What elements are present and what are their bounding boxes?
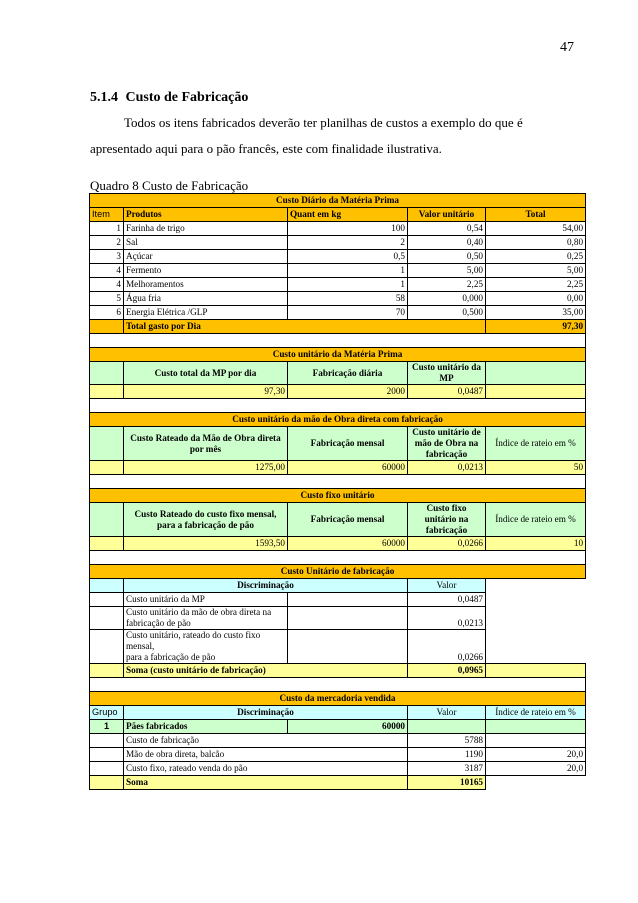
merch-col-desc: Discriminação	[124, 706, 408, 720]
merch-title-row	[90, 692, 586, 706]
unitfab-valor: 0,0487	[408, 593, 486, 607]
labor-col-indice: Índice de rateio em %	[486, 427, 586, 461]
fixed-col-fab: Fabricação mensal	[288, 503, 408, 537]
fixed-col-rateado: Custo Rateado do custo fixo mensal, para a fabricação de pão	[124, 503, 288, 537]
blank-cell	[90, 762, 124, 776]
daily-title-row	[90, 194, 586, 208]
item-cell: 4	[90, 278, 124, 292]
unitfab-valor: 0,0266	[408, 630, 486, 664]
daily-total-value: 97,30	[486, 320, 586, 334]
daily-total-label: Total gasto por Dia	[124, 320, 486, 334]
blank-cell	[486, 720, 586, 734]
labor-indice-value: 50	[486, 461, 586, 475]
spacer-row	[90, 551, 586, 565]
total-cell: 54,00	[486, 222, 586, 236]
table-row	[90, 734, 586, 748]
produto-cell: Melhoramentos	[124, 278, 288, 292]
section-heading	[90, 90, 248, 106]
table-row	[90, 748, 586, 762]
table-row	[90, 222, 586, 236]
blank-cell	[90, 362, 124, 385]
table-row	[90, 630, 586, 664]
fixed-col-indice: Índice de rateio em %	[486, 503, 586, 537]
table-row	[90, 278, 586, 292]
unitfab-title-row	[90, 565, 586, 579]
daily-title: Custo Diário da Matéria Prima	[90, 194, 586, 208]
produto-cell: Açúcar	[124, 250, 288, 264]
mp-unit-value: 0,0487	[408, 385, 486, 399]
item-cell: 1	[90, 222, 124, 236]
mp-header-row	[90, 362, 586, 385]
unitfab-desc-line1: Custo unitário da mão de obra direta na	[126, 607, 272, 617]
blank-cell	[90, 607, 124, 630]
col-produtos: Produtos	[124, 208, 288, 222]
fixed-col-unit: Custo fixo unitário na fabricação	[408, 503, 486, 537]
merch-sum-row	[90, 776, 586, 790]
table-row	[90, 250, 586, 264]
table-row	[90, 236, 586, 250]
unitfab-desc	[124, 630, 288, 664]
merch-sum-label: Soma	[124, 776, 408, 790]
total-cell: 0,80	[486, 236, 586, 250]
col-total: Total	[486, 208, 586, 222]
mp-col-total: Custo total da MP por dia	[124, 362, 288, 385]
fixed-values-row	[90, 537, 586, 551]
spacer	[90, 399, 586, 413]
merch-group-label: Pães fabricados	[124, 720, 288, 734]
quant-cell: 58	[288, 292, 408, 306]
table-row	[90, 306, 586, 320]
quant-cell: 100	[288, 222, 408, 236]
labor-unit-value: 0,0213	[408, 461, 486, 475]
mp-title-row	[90, 348, 586, 362]
merch-col-indice: Índice de rateio em %	[486, 706, 586, 720]
labor-col-rateado: Custo Rateado da Mão de Obra direta por mês	[124, 427, 288, 461]
spacer	[90, 475, 586, 489]
mp-col-unit: Custo unitário da MP	[408, 362, 486, 385]
blank-cell	[90, 461, 124, 475]
fixed-indice-value: 10	[486, 537, 586, 551]
blank-cell	[486, 664, 586, 678]
blank-cell	[90, 579, 124, 593]
fixed-title-row	[90, 489, 586, 503]
blank-cell	[90, 776, 124, 790]
spacer-row	[90, 399, 586, 413]
spacer-row	[90, 334, 586, 348]
produto-cell: Água fria	[124, 292, 288, 306]
unitfab-valor: 0,0213	[408, 607, 486, 630]
blank-cell	[90, 385, 124, 399]
quant-cell: 70	[288, 306, 408, 320]
unitfab-sum-row	[90, 664, 586, 678]
labor-title: Custo unitário da mão de Obra direta com fabricação	[90, 413, 586, 427]
blank-cell	[486, 385, 586, 399]
valor-cell: 2,25	[408, 278, 486, 292]
daily-header-row	[90, 208, 586, 222]
spacer	[90, 678, 586, 692]
blank-cell	[486, 579, 586, 593]
spacer-row	[90, 678, 586, 692]
blank-cell	[90, 630, 124, 664]
labor-values-row	[90, 461, 586, 475]
blank-cell	[90, 320, 124, 334]
merch-col-grupo: Grupo	[90, 706, 124, 720]
blank-cell	[486, 362, 586, 385]
valor-cell: 0,500	[408, 306, 486, 320]
merch-col-valor: Valor	[408, 706, 486, 720]
merch-valor: 5788	[408, 734, 486, 748]
mp-title: Custo unitário da Matéria Prima	[90, 348, 586, 362]
quant-cell: 1	[288, 278, 408, 292]
blank-cell	[90, 503, 124, 537]
blank-cell	[90, 427, 124, 461]
table-row	[90, 607, 586, 630]
unitfab-sum-value: 0,0965	[408, 664, 486, 678]
mp-values-row	[90, 385, 586, 399]
unitfab-desc-line2: fabricação de pão	[126, 618, 191, 628]
valor-cell: 0,000	[408, 292, 486, 306]
merch-group-num: 1	[90, 720, 124, 734]
table-row	[90, 292, 586, 306]
quant-cell: 1	[288, 264, 408, 278]
merch-indice	[486, 734, 586, 748]
valor-cell: 0,40	[408, 236, 486, 250]
merch-valor: 3187	[408, 762, 486, 776]
fixed-title: Custo fixo unitário	[90, 489, 586, 503]
blank-cell	[408, 720, 486, 734]
section-title: Custo de Fabricação	[125, 90, 249, 105]
produto-cell: Sal	[124, 236, 288, 250]
produto-cell: Energia Elétrica /GLP	[124, 306, 288, 320]
labor-col-fab: Fabricação mensal	[288, 427, 408, 461]
cost-table	[89, 193, 586, 790]
merch-group-row	[90, 720, 586, 734]
blank-cell	[486, 776, 586, 790]
paragraph-line-2: apresentado aqui para o pão francês, este com finalidade ilustrativa.	[90, 141, 442, 156]
quant-cell: 0,5	[288, 250, 408, 264]
total-cell: 0,25	[486, 250, 586, 264]
fixed-unit-value: 0,0266	[408, 537, 486, 551]
labor-fab-value: 60000	[288, 461, 408, 475]
col-valor: Valor unitário	[408, 208, 486, 222]
blank-cell	[288, 630, 408, 664]
spacer-row	[90, 475, 586, 489]
produto-cell: Fermento	[124, 264, 288, 278]
spacer	[90, 551, 586, 565]
valor-cell: 0,50	[408, 250, 486, 264]
section-number: 5.1.4	[90, 90, 118, 105]
total-cell: 35,00	[486, 306, 586, 320]
total-cell: 5,00	[486, 264, 586, 278]
merch-group-qty: 60000	[288, 720, 408, 734]
labor-title-row	[90, 413, 586, 427]
unitfab-desc: Custo unitário da MP	[124, 593, 288, 607]
blank-cell	[90, 593, 124, 607]
fixed-fab-value: 60000	[288, 537, 408, 551]
quant-cell: 2	[288, 236, 408, 250]
table-row	[90, 264, 586, 278]
unitfab-header-row	[90, 579, 586, 593]
valor-cell: 0,54	[408, 222, 486, 236]
item-cell: 6	[90, 306, 124, 320]
total-cell: 0,00	[486, 292, 586, 306]
blank-cell	[486, 607, 586, 630]
cost-spreadsheet	[89, 193, 585, 790]
blank-cell	[90, 734, 124, 748]
unitfab-desc-line2: para a fabricação de pão	[126, 652, 216, 662]
fixed-header-row	[90, 503, 586, 537]
unitfab-col-desc: Discriminação	[124, 579, 408, 593]
merch-desc: Mão de obra direta, balcão	[124, 748, 408, 762]
blank-cell	[90, 748, 124, 762]
unitfab-title: Custo Unitário de fabricação	[90, 565, 586, 579]
blank-cell	[90, 537, 124, 551]
merch-title: Custo da mercadoria vendida	[90, 692, 586, 706]
item-cell: 5	[90, 292, 124, 306]
item-cell: 4	[90, 264, 124, 278]
merch-desc: Custo fixo, rateado venda do pão	[124, 762, 408, 776]
paragraph-line-1: Todos os itens fabricados deverão ter planilhas de custos a exemplo do que é	[124, 115, 523, 130]
col-quant: Quant em kg	[288, 208, 408, 222]
blank-cell	[90, 664, 124, 678]
unitfab-desc	[124, 607, 288, 630]
labor-rateado-value: 1275,00	[124, 461, 288, 475]
table-row	[90, 762, 586, 776]
merch-header-row	[90, 706, 586, 720]
merch-desc: Custo de fabricação	[124, 734, 408, 748]
unitfab-desc-line1: Custo unitário, rateado do custo fixo mensal,	[126, 630, 261, 651]
item-cell: 3	[90, 250, 124, 264]
blank-cell	[288, 593, 408, 607]
valor-cell: 5,00	[408, 264, 486, 278]
mp-fab-value: 2000	[288, 385, 408, 399]
blank-cell	[486, 593, 586, 607]
unitfab-sum-label: Soma (custo unitário de fabricação)	[124, 664, 408, 678]
merch-valor: 1190	[408, 748, 486, 762]
daily-total-row	[90, 320, 586, 334]
mp-col-fab: Fabricação diária	[288, 362, 408, 385]
item-cell: 2	[90, 236, 124, 250]
merch-indice: 20,0	[486, 762, 586, 776]
merch-indice: 20,0	[486, 748, 586, 762]
unitfab-col-valor: Valor	[408, 579, 486, 593]
labor-col-unit: Custo unitário de mão de Obra na fabricação	[408, 427, 486, 461]
table-caption: Quadro 8 Custo de Fabricação	[90, 178, 249, 193]
blank-cell	[288, 607, 408, 630]
mp-total-value: 97,30	[124, 385, 288, 399]
fixed-rateado-value: 1593,50	[124, 537, 288, 551]
labor-header-row	[90, 427, 586, 461]
table-row	[90, 593, 586, 607]
blank-cell	[486, 630, 586, 664]
merch-sum-value: 10165	[408, 776, 486, 790]
spacer	[90, 334, 586, 348]
col-item: Item	[90, 208, 124, 222]
page-number: 47	[560, 40, 574, 55]
total-cell: 2,25	[486, 278, 586, 292]
produto-cell: Farinha de trigo	[124, 222, 288, 236]
